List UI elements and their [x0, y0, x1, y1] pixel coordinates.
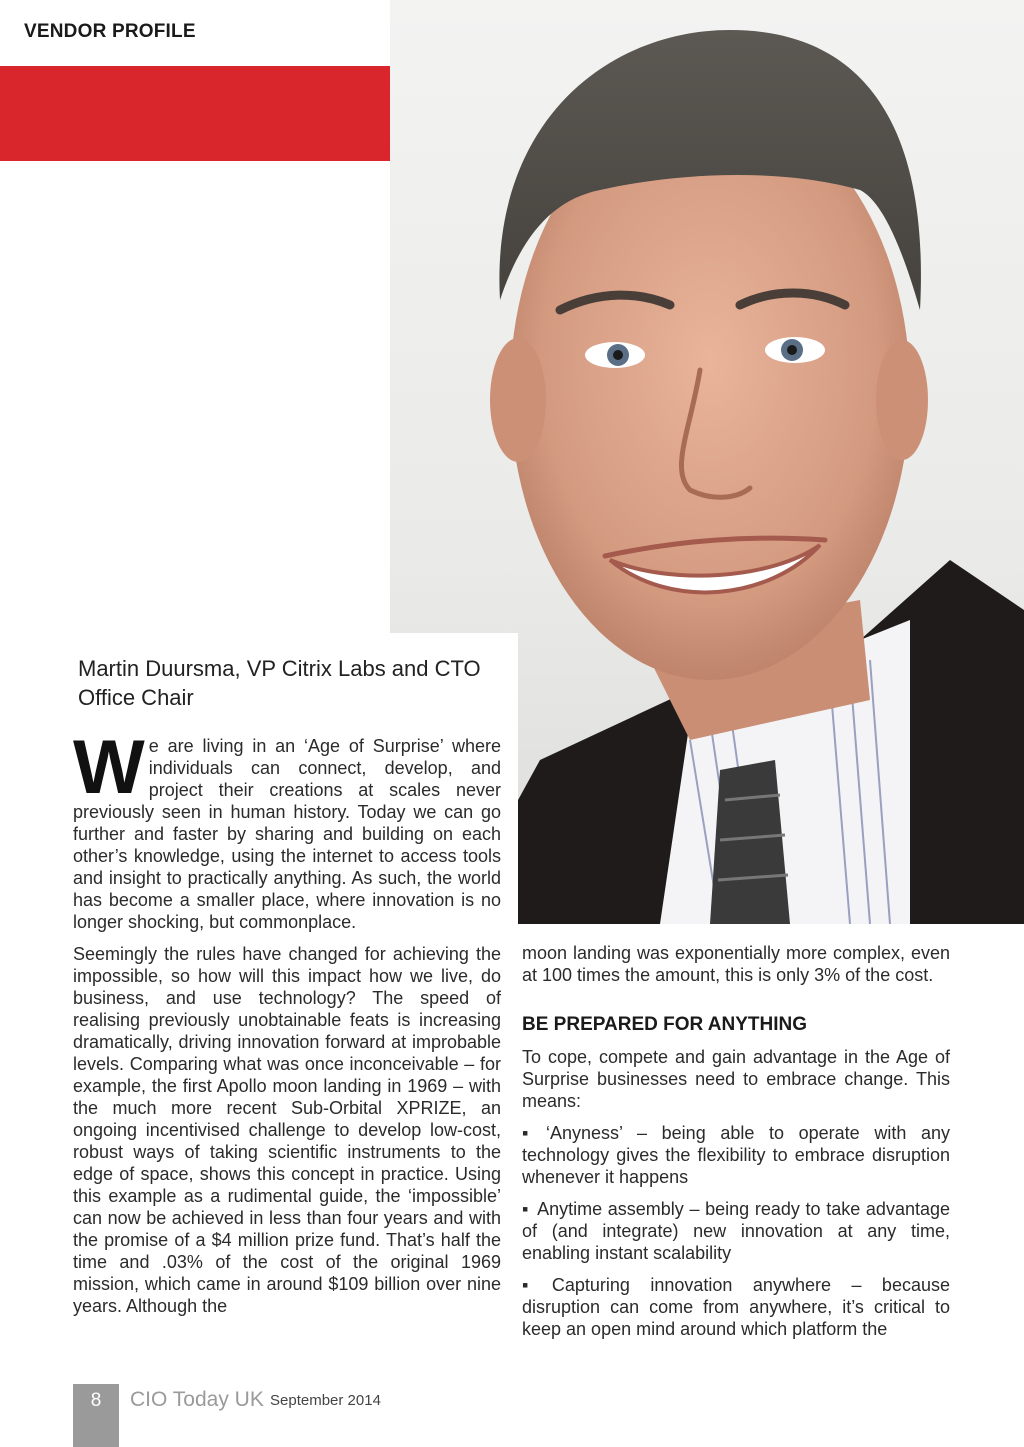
bullet-text: ‘Anyness’ – being able to operate with any technology gives the flexibility to embrace disruption whenever it happens — [522, 1123, 950, 1187]
accent-bar — [0, 66, 390, 161]
article-column-right — [522, 942, 950, 1350]
paragraph-3: moon landing was exponentially more complex, even at 100 times the amount, this is only 3% of the cost. — [522, 943, 950, 985]
bullet-item — [522, 1122, 950, 1188]
section-label: VENDOR PROFILE — [24, 21, 196, 42]
bullet-text: Capturing innovation anywhere – because disruption can come from anywhere, it’s critical to keep an open mind around which platform the — [522, 1275, 950, 1339]
bullet-item — [522, 1198, 950, 1264]
photo-caption: Martin Duursma, VP Citrix Labs and CTO Office Chair — [78, 656, 481, 710]
bullet-icon: ▪ — [522, 1123, 539, 1143]
bullet-icon: ▪ — [522, 1199, 530, 1219]
article-column-left — [73, 725, 501, 1327]
bullet-item — [522, 1274, 950, 1340]
page-number: 8 — [90, 1390, 102, 1411]
bullet-icon: ▪ — [522, 1275, 544, 1295]
section-subheading: BE PREPARED FOR ANYTHING — [522, 1014, 808, 1035]
paragraph-1-text: e are living in an ‘Age of Surprise’ where individuals can connect, develop, and project their creations at scales never previously seen in human history. Today we can go further and faster by sharing and building on each other’s knowledge, using the internet to access tools and insight to practically anything. As such, the world has become a smaller place, where innovation is no longer shocking, but commonplace. — [73, 736, 501, 932]
drop-cap: W — [73, 725, 145, 810]
paragraph-1 — [73, 725, 501, 933]
magazine-name: CIO Today UK — [130, 1388, 264, 1411]
paragraph-2: Seemingly the rules have changed for achieving the impossible, so how will this impact how we live, do business, and use technology? The speed of realising previously unobtainable feats is increasing dramatically, driving innovation forward at improbable levels. Comparing what was once inconceivable – for example, the first Apollo moon landing in 1969 – with the much more recent Sub-Orbital XPRIZE, an ongoing incentivised challenge to develop low-cost, robust ways of taking scientific instruments to the edge of space, shows this concept in practice. Using this example as a rudimental guide, the ‘impossible’ can now be achieved in less than four years and with the promise of a $4 million prize fund. That’s half the time and .03% of the cost of the original 1969 mission, which came in around $109 billion over nine years. Although the — [73, 944, 501, 1316]
paragraph-4: To cope, compete and gain advantage in the Age of Surprise businesses need to embrace change. This means: — [522, 1047, 950, 1111]
issue-date: September 2014 — [270, 1392, 381, 1409]
bullet-text: Anytime assembly – being ready to take advantage of (and integrate) new innovation at any time, enabling instant scalability — [522, 1199, 950, 1263]
